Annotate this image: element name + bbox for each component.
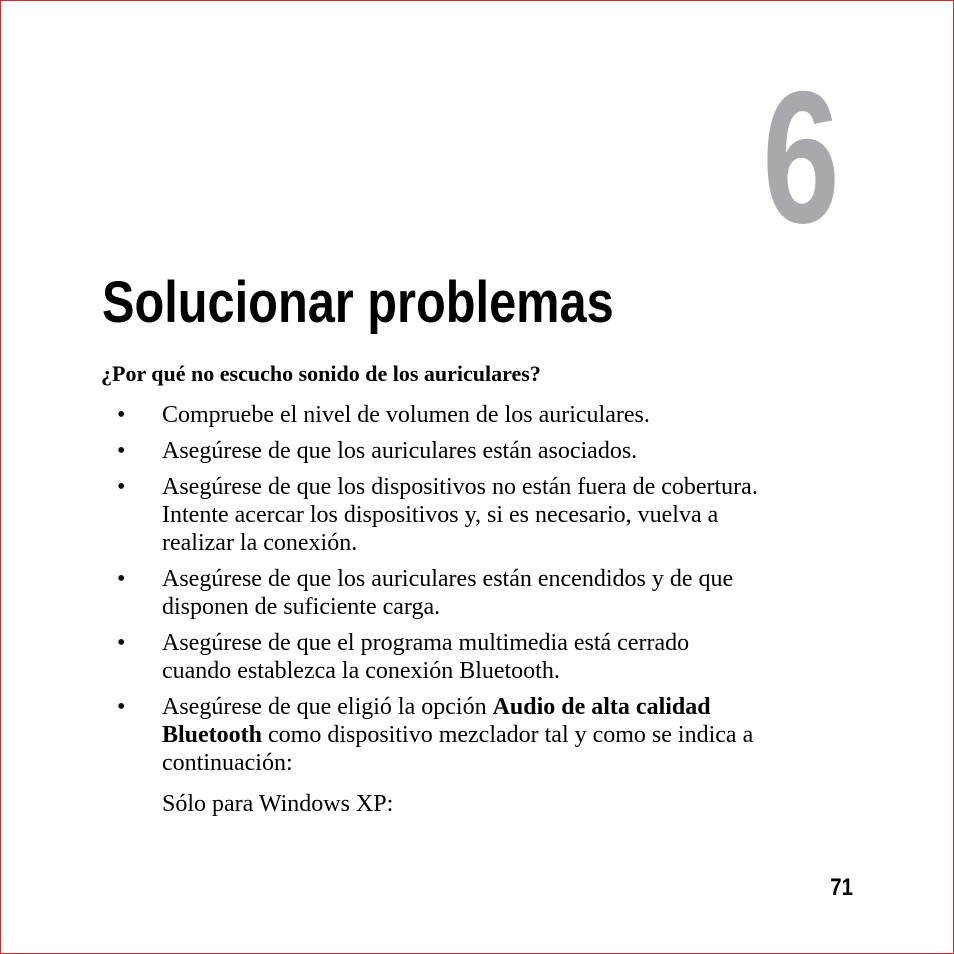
list-item-text: Asegúrese de que los auriculares están encendidos y de que [162,566,734,592]
list-item-text: Compruebe el nivel de volumen de los auriculares. [162,402,650,428]
list-item [101,473,861,557]
chapter-number: 6 [762,52,840,262]
page-number: 71 [830,874,853,901]
list-item-text [162,693,861,721]
option-name-bold: Audio de alta calidad [492,694,711,720]
bullet-marker: • [117,630,126,656]
chapter-title: Solucionar problemas [102,270,614,335]
list-item-text: cuando establezca la conexión Bluetooth. [162,658,560,684]
section-question: ¿Por qué no escucho sonido de los auriculares? [101,361,541,386]
list-item-text: disponen de suficiente carga. [162,594,441,620]
windows-xp-note: Sólo para Windows XP: [162,791,394,817]
list-item [101,693,861,777]
bullet-marker: • [117,566,126,592]
bullet-marker: • [117,474,126,500]
option-name-bold: Bluetooth [162,722,263,748]
list-item-text: Asegúrese de que los dispositivos no están fuera de cobertura. [162,474,758,500]
bullet-marker: • [117,402,126,428]
list-item-text-part: Asegúrese de que eligió la opción [162,694,493,720]
list-item-text: Intente acercar los dispositivos y, si es necesario, vuelva a [162,502,719,528]
list-item-text [162,721,861,749]
list-item [101,629,861,685]
troubleshooting-list [101,401,861,785]
list-item [101,401,861,429]
list-item [101,565,861,621]
list-item-text: Asegúrese de que el programa multimedia está cerrado [162,630,690,656]
list-item-text: Asegúrese de que los auriculares están asociados. [162,438,638,464]
list-item [101,437,861,465]
list-item-text-part: como dispositivo mezclador tal y como se indica a [262,722,754,748]
bullet-marker: • [117,694,126,720]
list-item-text: realizar la conexión. [162,530,358,556]
bullet-marker: • [117,438,126,464]
list-item-text: continuación: [162,750,293,776]
